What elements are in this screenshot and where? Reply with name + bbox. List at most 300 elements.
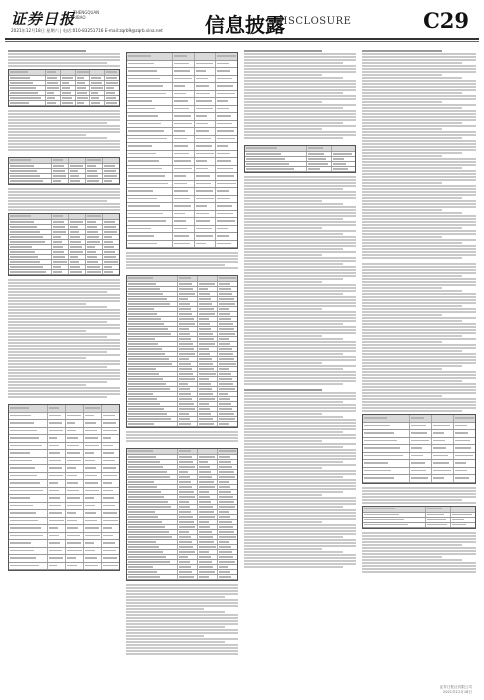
table-cell [432,438,454,445]
table-cell [52,158,69,163]
table-cell [178,347,198,351]
table-cell [363,513,426,517]
table-cell [127,98,173,105]
table-cell [127,495,178,499]
table-cell [127,392,178,396]
text-line [244,188,343,190]
text-line [244,329,356,331]
table-cell [48,563,66,570]
table-cell [66,563,84,570]
table-cell [363,507,426,512]
table-cell [178,307,198,311]
text-line [8,342,120,344]
table-cell [218,480,237,484]
text-line [362,365,462,367]
table-cell [86,265,103,269]
table-cell [218,377,237,381]
text-line [362,383,476,385]
text-line [244,536,343,538]
table-cell [178,470,198,474]
text-line [244,71,356,73]
table-cell [218,292,237,296]
text-line [244,209,356,211]
table-cell [48,420,66,427]
table-cell [178,292,198,296]
text-line [126,638,238,640]
text-line [362,556,442,558]
table-cell [432,430,454,437]
table-cell [66,555,84,562]
table-cell [216,106,237,113]
table-cell [66,533,84,540]
text-line [8,288,120,290]
text-line [244,50,322,52]
text-line [8,360,120,362]
table-cell [127,307,178,311]
table-row [127,121,237,129]
text-line [362,392,476,394]
text-line [8,357,86,359]
table-cell [198,332,218,336]
table-cell [218,470,237,474]
table-cell [198,342,218,346]
table-row [9,435,119,443]
text-line [244,86,356,88]
table-cell [61,96,76,100]
table-cell [69,255,86,259]
text-line [362,125,476,127]
text-line [244,452,356,454]
text-line [362,77,462,79]
text-line [8,203,120,205]
table-cell [178,372,198,376]
table-cell [218,535,237,539]
text-line [362,80,476,82]
text-line [244,254,322,256]
table-cell [198,515,218,519]
table-cell [127,417,178,421]
text-line [362,407,476,409]
text-line [244,500,356,502]
text-line [362,251,476,253]
table-cell [9,503,48,510]
table-cell [9,220,52,224]
text-line [8,381,107,383]
text-line [362,281,476,283]
table-cell [86,260,103,264]
text-line [362,254,476,256]
table-cell [48,435,66,442]
table-cell [127,302,178,306]
text-line [244,95,356,97]
table-cell [66,540,84,547]
table-cell [103,220,119,224]
table-cell [454,453,475,460]
text-line [244,266,356,268]
table-cell [46,70,61,75]
text-line [244,518,356,520]
table-cell [127,352,178,356]
table-cell [178,540,198,544]
text-line [362,197,462,199]
table-cell [178,352,198,356]
table-cell [218,357,237,361]
text-line [362,98,476,100]
table-cell [451,518,475,522]
text-line [244,134,356,136]
table-cell [173,106,195,113]
text-line [126,261,238,263]
table-cell [127,490,178,494]
table-cell [127,218,173,225]
table-cell [218,297,237,301]
table-row [363,523,475,528]
text-line [244,137,343,139]
text-line [362,350,462,352]
table-cell [195,196,217,203]
table-cell [178,500,198,504]
table-cell [9,214,52,219]
text-line [244,68,356,70]
text-line [362,290,462,292]
text-line [362,547,476,549]
table-cell [9,265,52,269]
table-cell [198,575,218,579]
text-line [244,428,356,430]
table-cell [127,515,178,519]
text-line [244,215,356,217]
table-cell [198,550,218,554]
text-line [8,363,120,365]
table-cell [198,407,218,411]
table-cell [127,449,178,454]
table-cell [195,61,217,68]
text-line [362,152,462,154]
text-line [244,269,356,271]
text-line [362,242,462,244]
table-cell [9,443,48,450]
table-cell [9,540,48,547]
text-line [362,248,476,250]
table-cell [127,387,178,391]
table-cell [426,518,451,522]
text-line [362,224,476,226]
text-line [244,65,356,67]
text-line [362,338,476,340]
text-line [244,398,356,400]
table-cell [90,81,105,85]
text-line [244,482,356,484]
text-line [8,134,86,136]
table-cell [9,225,52,229]
table-cell [103,265,119,269]
table-cell [127,312,178,316]
table-row [363,438,475,446]
text-line [244,122,343,124]
text-line [244,311,356,313]
table-cell [127,470,178,474]
table-cell [216,233,237,240]
data-table [362,414,476,484]
text-line [244,497,356,499]
table-cell [102,413,119,420]
table-cell [245,146,307,151]
table-cell [9,405,48,412]
table-cell [173,136,195,143]
table-cell [69,164,86,168]
table-cell [48,495,66,502]
table-cell [173,83,195,90]
text-line [244,176,356,178]
table-cell [216,218,237,225]
table-cell [173,91,195,98]
table-cell [195,106,217,113]
text-line [244,521,322,523]
table-cell [86,240,103,244]
table-cell [46,91,61,95]
section-title-en: DISCLOSURE [275,16,352,27]
table-cell [218,352,237,356]
table-row [127,151,237,159]
table-row [127,196,237,204]
table-cell [216,121,237,128]
table-cell [69,220,86,224]
text-line [244,77,343,79]
table-cell [173,113,195,120]
text-line [362,323,476,325]
text-line [8,143,120,145]
text-line [362,362,476,364]
table-cell [173,53,195,60]
table-row [127,106,237,114]
text-line [362,308,476,310]
text-line [244,530,356,532]
data-table [8,69,120,107]
table-cell [454,460,475,467]
text-line [8,209,120,211]
text-line [362,493,476,495]
table-cell [178,367,198,371]
text-line [362,359,476,361]
table-cell [9,458,48,465]
table-cell [103,245,119,249]
table-cell [102,443,119,450]
table-cell [52,179,69,183]
table-row [127,98,237,106]
table-cell [195,53,217,60]
table-cell [218,515,237,519]
text-line [8,122,107,124]
text-line [362,535,476,537]
table-cell [127,465,178,469]
table-cell [105,91,119,95]
text-line [362,203,476,205]
table-cell [218,276,237,281]
text-line [244,503,356,505]
table-cell [451,523,475,527]
data-table [126,52,238,249]
table-cell [198,392,218,396]
table-cell [173,121,195,128]
text-line [244,395,356,397]
table-cell [127,196,173,203]
table-cell [86,245,103,249]
text-line [244,80,356,82]
text-line [244,368,343,370]
table-cell [178,297,198,301]
table-cell [218,565,237,569]
text-line [244,359,356,361]
text-line [244,557,356,559]
text-line [244,344,356,346]
table-cell [198,327,218,331]
table-row [363,468,475,476]
text-line [362,299,476,301]
table-cell [195,68,217,75]
table-cell [432,453,454,460]
table-cell [218,495,237,499]
text-line [244,56,356,58]
table-row [127,575,237,580]
text-line [126,258,238,260]
text-line [244,227,322,229]
table-row [127,61,237,69]
text-line [362,538,476,540]
table-cell [61,81,76,85]
table-cell [48,428,66,435]
text-line [244,401,343,403]
table-cell [198,470,218,474]
text-line [362,164,476,166]
table-cell [198,545,218,549]
text-line [244,365,356,367]
text-line [244,332,356,334]
table-cell [432,423,454,430]
text-line [244,488,356,490]
table-cell [245,152,307,156]
table-cell [218,407,237,411]
table-cell [218,362,237,366]
table-cell [127,61,173,68]
text-line [362,571,476,573]
text-line [244,290,356,292]
text-line [8,291,107,293]
table-cell [218,500,237,504]
table-cell [195,218,217,225]
table-cell [127,83,173,90]
table-cell [84,435,102,442]
table-cell [127,460,178,464]
text-line [244,104,356,106]
table-cell [173,233,195,240]
text-line [244,89,356,91]
text-line [244,548,322,550]
table-cell [198,540,218,544]
table-cell [102,435,119,442]
table-cell [48,413,66,420]
table-cell [127,113,173,120]
table-cell [218,490,237,494]
table-cell [178,422,198,426]
table-cell [198,357,218,361]
text-line [244,464,356,466]
table-cell [216,158,237,165]
table-cell [218,312,237,316]
text-line [244,62,343,64]
text-line [126,632,238,634]
table-cell [178,362,198,366]
text-line [244,248,343,250]
table-cell [84,420,102,427]
text-line [244,236,356,238]
table-cell [218,545,237,549]
table-cell [86,164,103,168]
table-row [363,453,475,461]
table-cell [195,203,217,210]
table-cell [127,317,178,321]
table-cell [173,173,195,180]
text-line [126,264,225,266]
table-row [127,218,237,226]
text-line [8,110,120,112]
table-cell [127,143,173,150]
text-line [126,440,238,442]
table-cell [127,530,178,534]
text-line [362,239,476,241]
table-cell [198,417,218,421]
text-line [244,242,356,244]
table-cell [178,475,198,479]
table-cell [363,460,410,467]
table-cell [195,83,217,90]
table-cell [66,548,84,555]
table-cell [102,465,119,472]
text-line [244,551,343,553]
text-line [244,491,343,493]
text-line [244,566,343,568]
table-cell [178,342,198,346]
table-cell [76,81,91,85]
table-cell [52,245,69,249]
table-row [9,525,119,533]
table-cell [9,465,48,472]
table-cell [52,260,69,264]
table-cell [69,270,86,274]
table-cell [66,525,84,532]
text-line [8,140,120,142]
text-line [244,203,343,205]
table-cell [102,488,119,495]
table-cell [61,91,76,95]
table-cell [84,458,102,465]
table-cell [9,86,46,90]
text-line [244,221,356,223]
text-line [362,131,476,133]
table-cell [178,332,198,336]
text-line [8,369,120,371]
table-cell [52,169,69,173]
text-line [126,267,238,269]
table-cell [76,101,91,105]
table-cell [218,422,237,426]
table-row [9,548,119,556]
table-cell [127,233,173,240]
text-line [362,215,476,217]
table-row [127,143,237,151]
table-row [9,510,119,518]
text-line [8,339,120,341]
table-row [127,113,237,121]
